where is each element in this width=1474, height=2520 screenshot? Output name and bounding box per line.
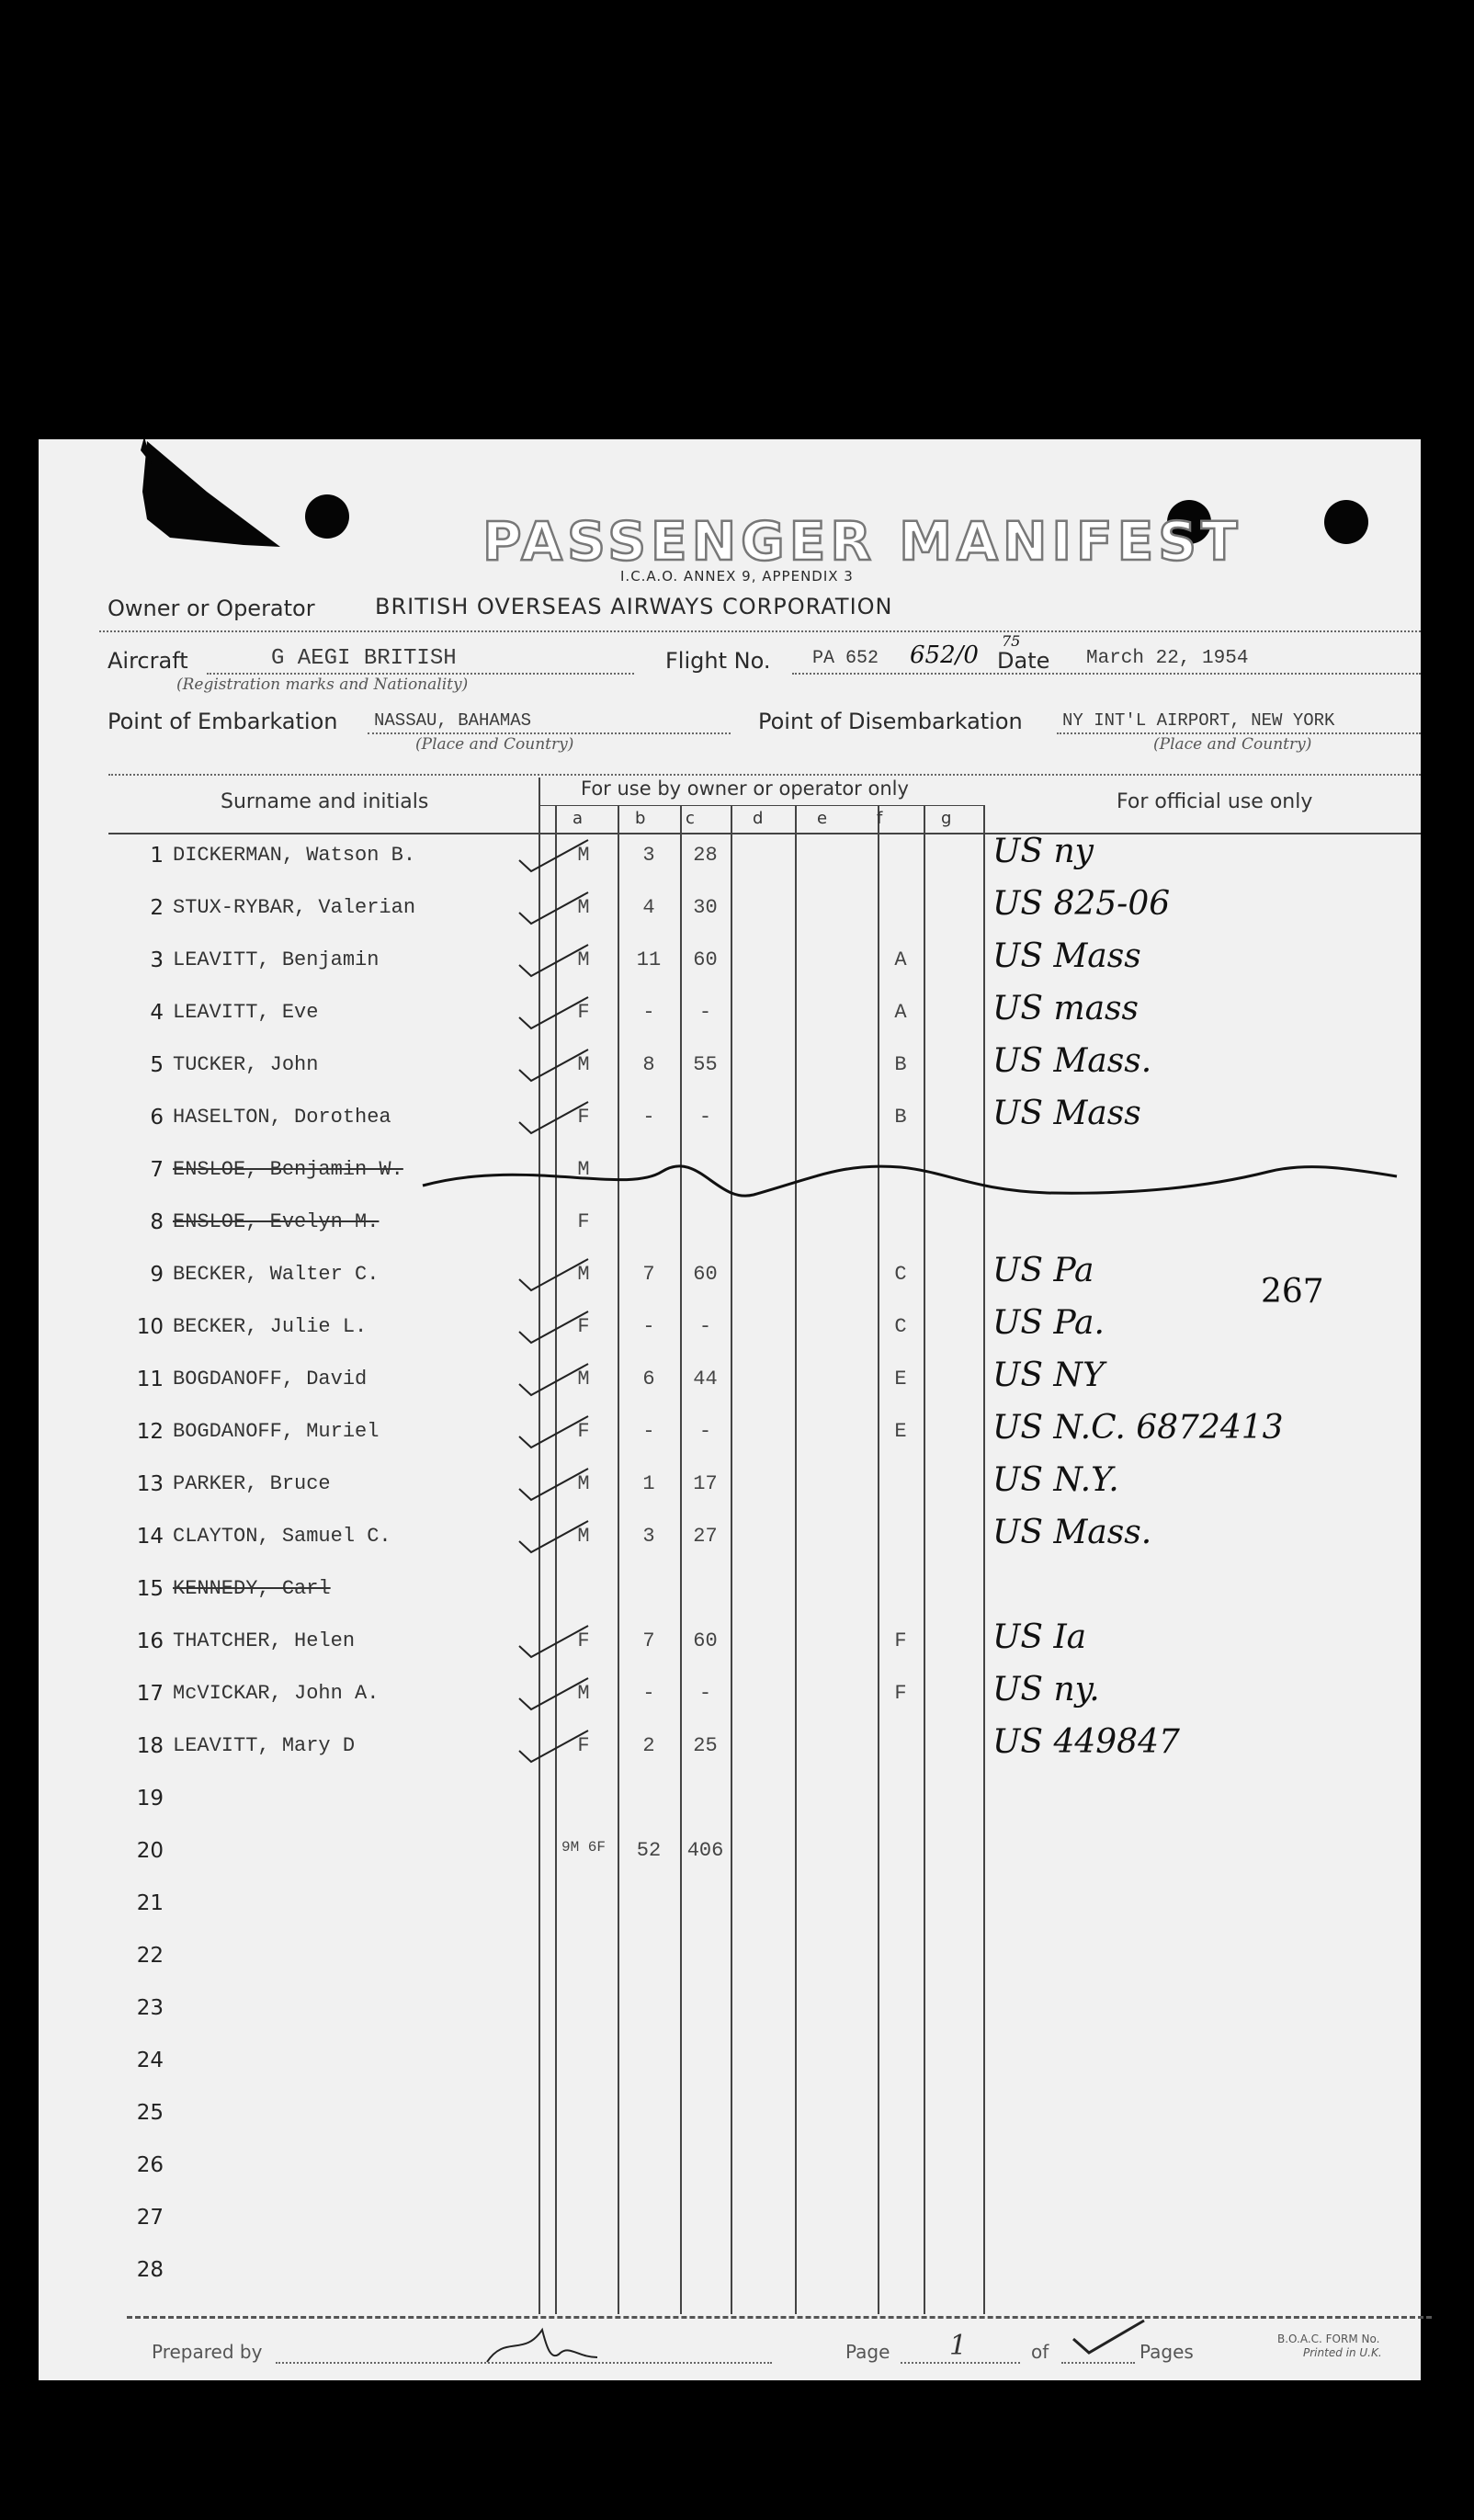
age-cell: 25 [693, 1734, 718, 1757]
flight-superscript: 75 [1002, 632, 1021, 650]
official-note: US NY [992, 1356, 1105, 1394]
passenger-name: HASELTON, Dorothea [173, 1106, 391, 1129]
disembark-label: Point of Disembarkation [758, 709, 1023, 734]
row-number: 8 [150, 1210, 164, 1234]
pages-checkmark [1066, 2316, 1149, 2362]
check-mark [515, 1356, 597, 1402]
pages-label: Pages [1140, 2341, 1194, 2363]
official-note: US Ia [992, 1618, 1087, 1656]
header-top-line [108, 774, 1421, 776]
check-mark [515, 885, 597, 931]
count-cell: 7 [642, 1263, 655, 1286]
age-cell: 60 [693, 1263, 718, 1286]
age-cell: 30 [693, 896, 718, 919]
flight-value: PA 652 [812, 648, 879, 669]
age-cell: 406 [686, 1839, 724, 1862]
form-number: B.O.A.C. FORM No. [1277, 2333, 1380, 2345]
punch-hole [1324, 500, 1368, 544]
check-mark [515, 1514, 597, 1560]
sex-cell: F [577, 1315, 590, 1338]
age-cell: - [698, 1315, 712, 1338]
check-mark [515, 1618, 597, 1664]
aircraft-line [207, 673, 634, 675]
sub-column-header-a: a [573, 809, 584, 828]
group-cell: F [894, 1682, 907, 1705]
group-cell: E [894, 1420, 907, 1443]
row-number: 18 [136, 1734, 164, 1758]
printed-in: Printed in U.K. [1303, 2346, 1382, 2359]
row-number: 17 [136, 1682, 164, 1706]
official-note: US ny [992, 833, 1094, 870]
row-number: 26 [136, 2153, 164, 2177]
sex-cell: 9M 6F [561, 1839, 606, 1856]
column-line [618, 805, 619, 2314]
count-cell: - [642, 1001, 655, 1024]
passenger-name: ENSLOE, Evelyn M. [173, 1210, 380, 1233]
row-number: 24 [136, 2049, 164, 2072]
form-title: PASSENGER MANIFEST [482, 510, 1242, 573]
sex-cell: F [577, 1420, 590, 1443]
official-note: US N.Y. [992, 1461, 1119, 1499]
count-cell: - [642, 1106, 655, 1129]
row-number: 14 [136, 1525, 164, 1549]
official-note: US 449847 [992, 1723, 1180, 1761]
sex-cell: M [577, 1525, 590, 1548]
sex-cell: F [577, 1629, 590, 1652]
owner-value: BRITISH OVERSEAS AIRWAYS CORPORATION [375, 594, 893, 619]
row-number: 21 [136, 1891, 164, 1915]
sex-cell: M [577, 1368, 590, 1391]
row-number: 27 [136, 2206, 164, 2230]
sex-cell: F [577, 1106, 590, 1129]
group-cell: A [894, 1001, 907, 1024]
row-number: 28 [136, 2258, 164, 2282]
flight-handwritten: 652/0 [910, 641, 979, 669]
column-line [983, 805, 985, 2314]
age-cell: 17 [693, 1472, 718, 1495]
column-line [878, 805, 879, 2314]
age-cell: 55 [693, 1053, 718, 1076]
group-cell: A [894, 948, 907, 971]
count-cell: 3 [642, 844, 655, 867]
age-cell: - [698, 1420, 712, 1443]
check-mark [515, 1671, 597, 1717]
sex-cell: M [577, 948, 590, 971]
check-mark [515, 1042, 597, 1088]
punch-hole [305, 494, 349, 539]
official-note: US Mass. [992, 1514, 1152, 1551]
official-use-header: For official use only [1117, 790, 1313, 813]
check-mark [515, 990, 597, 1036]
aircraft-caption: (Registration marks and Nationality) [176, 675, 469, 694]
age-cell: - [698, 1682, 712, 1705]
row-number: 22 [136, 1944, 164, 1968]
prepared-by-label: Prepared by [152, 2341, 263, 2363]
disembark-line [1057, 732, 1421, 734]
official-note: US ny. [992, 1671, 1100, 1708]
check-mark [515, 833, 597, 879]
sex-cell: F [577, 1210, 590, 1233]
count-cell: 11 [636, 948, 662, 971]
count-cell: 8 [642, 1053, 655, 1076]
date-value: March 22, 1954 [1086, 648, 1249, 669]
sex-cell: M [577, 1682, 590, 1705]
row-number: 13 [136, 1472, 164, 1496]
divider [99, 630, 1421, 632]
name-column-header: Surname and initials [221, 790, 429, 813]
count-cell: 2 [642, 1734, 655, 1757]
sub-column-header-g: g [941, 809, 952, 828]
passenger-name: DICKERMAN, Watson B. [173, 844, 416, 867]
form-subtitle: I.C.A.O. ANNEX 9, APPENDIX 3 [620, 568, 854, 585]
header-bottom-line [108, 833, 1421, 834]
flight-label: Flight No. [665, 648, 771, 674]
passenger-name: TUCKER, John [173, 1053, 319, 1076]
disembark-value: NY INT'L AIRPORT, NEW YORK [1062, 710, 1335, 731]
sex-cell: M [577, 1472, 590, 1495]
passenger-name: ENSLOE, Benjamin W. [173, 1158, 403, 1181]
group-cell: C [894, 1263, 907, 1286]
count-cell: 52 [636, 1839, 662, 1862]
column-line [924, 805, 925, 2314]
age-cell: 60 [693, 1629, 718, 1652]
row-number: 10 [136, 1315, 164, 1339]
official-note: US mass [992, 990, 1139, 1027]
row-number: 23 [136, 1996, 164, 2020]
count-cell: 1 [642, 1472, 655, 1495]
count-cell: - [642, 1682, 655, 1705]
passenger-name: STUX-RYBAR, Valerian [173, 896, 416, 919]
group-cell: C [894, 1315, 907, 1338]
passenger-name: THATCHER, Helen [173, 1629, 356, 1652]
row-number: 6 [150, 1106, 164, 1129]
strike-line [386, 1140, 1415, 1222]
check-mark [515, 1723, 597, 1769]
group-cell: B [894, 1106, 907, 1129]
sub-column-header-c: c [686, 809, 695, 828]
group-cell: F [894, 1629, 907, 1652]
embark-label: Point of Embarkation [108, 709, 338, 734]
passenger-name: BECKER, Julie L. [173, 1315, 368, 1338]
age-cell: 44 [693, 1368, 718, 1391]
passenger-name: McVICKAR, John A. [173, 1682, 380, 1705]
subheader-line [539, 805, 983, 806]
page-value: 1 [949, 2330, 968, 2362]
sub-column-header-d: d [753, 809, 764, 828]
footer-line [127, 2316, 1432, 2319]
stray-note: 267 [1261, 1273, 1324, 1311]
sex-cell: M [577, 1158, 590, 1181]
passenger-name: LEAVITT, Mary D [173, 1734, 356, 1757]
aircraft-value: G AEGI BRITISH [271, 646, 457, 671]
passenger-name: BOGDANOFF, Muriel [173, 1420, 380, 1443]
row-number: 2 [150, 896, 164, 920]
row-number: 19 [136, 1787, 164, 1811]
row-number: 16 [136, 1629, 164, 1653]
official-note: US Mass [992, 1095, 1141, 1132]
disembark-caption: (Place and Country) [1153, 735, 1312, 754]
passenger-name: BECKER, Walter C. [173, 1263, 380, 1286]
sex-cell: F [577, 1734, 590, 1757]
count-cell: - [642, 1315, 655, 1338]
passenger-name: BOGDANOFF, David [173, 1368, 368, 1391]
sub-column-header-b: b [635, 809, 646, 828]
sub-column-header-f: f [877, 809, 883, 828]
row-number: 7 [150, 1158, 164, 1182]
owner-label: Owner or Operator [108, 596, 315, 621]
row-number: 20 [136, 1839, 164, 1863]
of-label: of [1031, 2341, 1049, 2363]
official-note: US Mass. [992, 1042, 1152, 1080]
check-mark [515, 937, 597, 983]
age-cell: 28 [693, 844, 718, 867]
row-number: 11 [136, 1368, 164, 1391]
column-line [795, 805, 797, 2314]
row-number: 1 [150, 844, 164, 868]
check-mark [515, 1409, 597, 1455]
ink-blot [106, 437, 308, 565]
owner-use-header: For use by owner or operator only [581, 778, 909, 800]
official-note: US Pa. [992, 1304, 1105, 1342]
sex-cell: M [577, 1263, 590, 1286]
row-number: 9 [150, 1263, 164, 1287]
official-note: US Mass [992, 937, 1141, 975]
age-cell: - [698, 1001, 712, 1024]
flight-line [792, 673, 1421, 675]
row-number: 5 [150, 1053, 164, 1077]
passenger-name: LEAVITT, Eve [173, 1001, 319, 1024]
signature [478, 2316, 607, 2371]
embark-line [368, 732, 731, 734]
sex-cell: F [577, 1001, 590, 1024]
row-number: 3 [150, 948, 164, 972]
sub-column-header-e: e [817, 809, 828, 828]
check-mark [515, 1095, 597, 1141]
page-label: Page [845, 2341, 890, 2363]
official-note: US N.C. 6872413 [992, 1409, 1284, 1447]
aircraft-label: Aircraft [108, 648, 188, 674]
count-cell: 4 [642, 896, 655, 919]
sex-cell: M [577, 844, 590, 867]
sex-cell: M [577, 1053, 590, 1076]
column-line [731, 805, 732, 2314]
passenger-name: KENNEDY, Carl [173, 1577, 331, 1600]
column-line [680, 805, 682, 2314]
check-mark [515, 1304, 597, 1350]
row-number: 12 [136, 1420, 164, 1444]
count-cell: 7 [642, 1629, 655, 1652]
row-number: 15 [136, 1577, 164, 1601]
date-label: Date [997, 648, 1050, 674]
check-mark [515, 1461, 597, 1507]
official-note: US Pa [992, 1252, 1094, 1289]
passenger-name: CLAYTON, Samuel C. [173, 1525, 391, 1548]
embark-caption: (Place and Country) [415, 735, 574, 754]
row-number: 25 [136, 2101, 164, 2125]
page-line [901, 2362, 1020, 2364]
of-line [1061, 2362, 1135, 2364]
sex-cell: M [577, 896, 590, 919]
group-cell: B [894, 1053, 907, 1076]
official-note: US 825-06 [992, 885, 1171, 923]
embark-value: NASSAU, BAHAMAS [374, 710, 532, 731]
passenger-name: LEAVITT, Benjamin [173, 948, 380, 971]
passenger-name: PARKER, Bruce [173, 1472, 331, 1495]
age-cell: - [698, 1106, 712, 1129]
count-cell: 6 [642, 1368, 655, 1391]
check-mark [515, 1252, 597, 1298]
age-cell: 27 [693, 1525, 718, 1548]
count-cell: 3 [642, 1525, 655, 1548]
age-cell: 60 [693, 948, 718, 971]
group-cell: E [894, 1368, 907, 1391]
count-cell: - [642, 1420, 655, 1443]
row-number: 4 [150, 1001, 164, 1025]
